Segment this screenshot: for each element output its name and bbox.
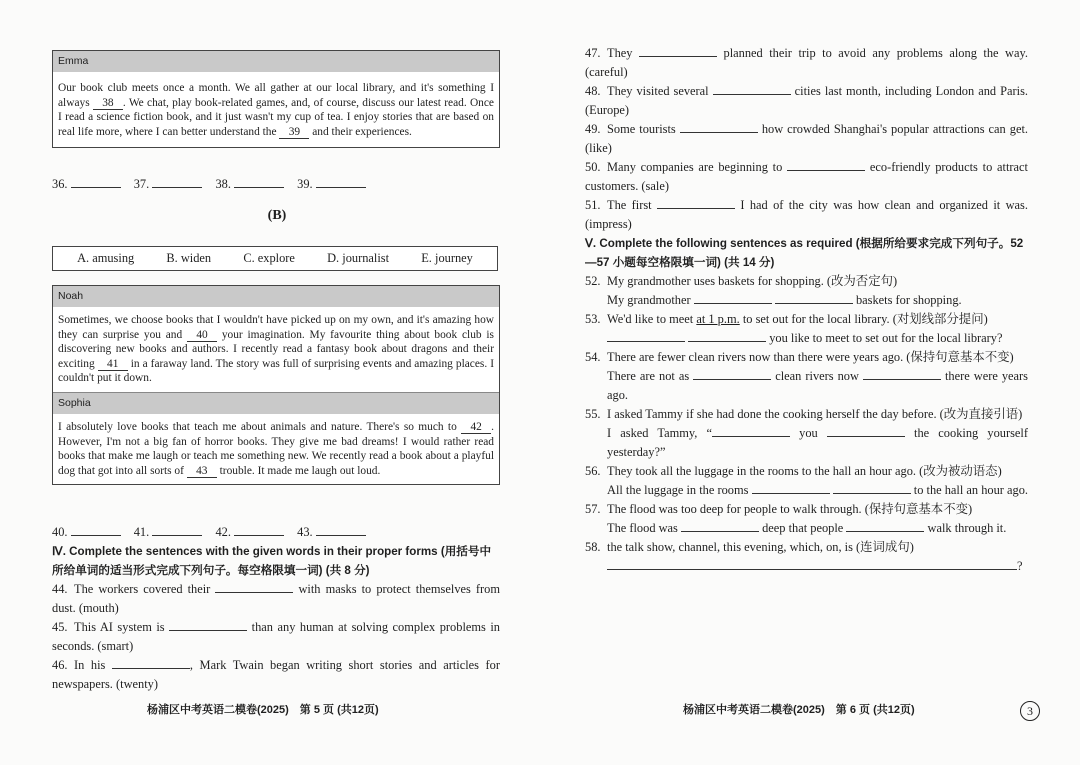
answer-58[interactable]	[607, 558, 1017, 570]
question-49: 49. Some tourists how crowded Shanghai's popular attractions can get. (like)	[585, 122, 1029, 155]
answer-53b[interactable]	[688, 330, 766, 342]
answer-52b[interactable]	[775, 292, 853, 304]
question-58: 58. the talk show, channel, this evening, which, on, is (连词成句)	[585, 540, 914, 554]
word-b: B. widen	[166, 251, 212, 265]
question-56: 56. They took all the luggage in the rooms to the hall an hour ago. (改为被动语态)	[585, 464, 1002, 478]
question-50: 50. Many companies are beginning to eco-friendly products to attract customers. (sale)	[585, 160, 1028, 193]
part-b-heading: (B)	[267, 208, 287, 223]
answer-57a[interactable]	[681, 520, 759, 532]
blank-42[interactable]: 42	[461, 421, 491, 434]
question-52: 52. My grandmother uses baskets for shopping. (改为否定句)	[585, 274, 898, 288]
right-page	[585, 0, 1030, 765]
answer-41[interactable]	[152, 524, 202, 536]
word-bank	[52, 246, 498, 271]
answer-57b[interactable]	[846, 520, 924, 532]
word-a: A. amusing	[77, 251, 135, 265]
answer-45[interactable]	[169, 619, 247, 631]
answer-40[interactable]	[71, 524, 121, 536]
answer-38[interactable]	[234, 176, 284, 188]
left-footer: 杨浦区中考英语二模卷(2025) 第 5 页 (共12页)	[147, 704, 379, 716]
emma-name: Emma	[53, 51, 499, 72]
left-page	[52, 0, 502, 765]
question-47: 47. They planned their trip to avoid any problems along the way. (careful)	[585, 46, 1028, 79]
blank-38[interactable]: 38	[93, 97, 123, 110]
word-c: C. explore	[243, 251, 295, 265]
question-57: 57. The flood was too deep for people to walk through. (保持句意基本不变)	[585, 502, 973, 516]
answer-47[interactable]	[639, 45, 717, 57]
sophia-name: Sophia	[53, 392, 499, 414]
answer-line-40-43: 40. 41. 42. 43.	[52, 524, 376, 540]
right-footer: 杨浦区中考英语二模卷(2025) 第 6 页 (共12页)	[683, 704, 915, 716]
answer-46[interactable]	[112, 657, 190, 669]
answer-49[interactable]	[680, 121, 758, 133]
right-questions: 47. They planned their trip to avoid any problems along the way. (careful) 48. They visited several cities last month, including London and Paris. (Europe) 49. Some tourists how crowded Shanghai's popular attractions can get. (like) 50. Many companies are beginning to eco-friendly products to attract customers. (sale) 51. The first I had of the city was how clean and organized it was. (impress) Ⅴ. Complete the following sentences as required (根据所给要求完成下列句子。52—57 小题每空格限填一词) (共 14 分) 52. My grandmother uses baskets for shopping. (改为否定句) My grandmother baskets for shopping. 53. We'd like to meet at 1 p.m. to set out for the local library. (对划线部分提问) you like to meet to set out for the local library? 54. There are fewer clean rivers now than there were years ago. (保持句意基本不变) There are not as clean rivers now there were years ago. 55. I asked Tammy if she had done the cooking herself the day before. (改为直接引语) I asked Tammy, “ you the cooking yourself yesterday?” 56. They took all the luggage in the rooms to the hall an hour ago. (改为被动语态) All the luggage in the rooms to the hall an hour ago. 57. The flood was too deep for people to walk through. (保持句意基本不变) The flood was deep that people walk through it. 58. the talk show, channel, this evening, which, on, is (连词成句) ?	[585, 46, 1029, 573]
answer-line-36-39: 36. 37. 38. 39.	[52, 176, 376, 192]
answer-56a[interactable]	[752, 482, 830, 494]
answer-37[interactable]	[152, 176, 202, 188]
question-55: 55. I asked Tammy if she had done the cooking herself the day before. (改为直接引语)	[585, 407, 1023, 421]
answer-48[interactable]	[713, 83, 791, 95]
answer-54b[interactable]	[863, 368, 941, 380]
answer-55b[interactable]	[827, 425, 905, 437]
blank-43[interactable]: 43	[187, 465, 217, 478]
answer-36[interactable]	[71, 176, 121, 188]
blank-41[interactable]: 41	[98, 358, 128, 371]
word-d: D. journalist	[327, 251, 390, 265]
page-number-circle: 3	[1020, 701, 1040, 721]
question-46: 46. In his , Mark Twain began writing short stories and articles for newspapers. (twenty)	[52, 658, 500, 691]
answer-54a[interactable]	[693, 368, 771, 380]
answer-44[interactable]	[215, 581, 293, 593]
blank-39[interactable]: 39	[279, 126, 309, 139]
question-48: 48. They visited several cities last month, including London and Paris. (Europe)	[585, 84, 1028, 117]
sophia-text: I absolutely love books that teach me about animals and nature. There's so much to 42 . However, I'm not a big fan of horror books. They give me bad dreams! I would rather read books that make me laugh or teach me something new. We recently read a book about a playful dog that got into all sorts of 43 trouble. It made me laugh out loud.	[58, 420, 494, 477]
answer-51[interactable]	[657, 197, 735, 209]
emma-box	[52, 50, 500, 148]
emma-text: Our book club meets once a month. We all gather at our local library, and it's something I always 38 . We chat, play book-related games, and, of course, discuss our latest read. Once I read a science fiction book, and it just wasn't my cup of tea. I enjoy stories that are based on real life more, where I can better understand the 39 and their experiences.	[58, 82, 494, 138]
question-45: 45. This AI system is than any human at solving complex problems in seconds. (smart)	[52, 620, 500, 653]
section-iv-heading: Ⅳ. Complete the sentences with the given words in their proper forms (用括号中所给单词的适当形式完成下列句子。每空格限填一词) (共 8 分)	[52, 545, 492, 577]
noah-sophia-box	[52, 285, 500, 485]
question-54: 54. There are fewer clean rivers now than there were years ago. (保持句意基本不变)	[585, 350, 1014, 364]
answer-53a[interactable]	[607, 330, 685, 342]
noah-text: Sometimes, we choose books that I wouldn't have picked up on my own, and it's amazing how they can surprise you and 40 your imagination. My favourite thing about book club is discovering new books and authors. I recently read a fantasy book about dragons and their exciting 41 in a faraway land. The story was full of surprising events and amazing places. I couldn't put it down.	[58, 314, 494, 385]
question-53: 53. We'd like to meet at 1 p.m. to set out for the local library. (对划线部分提问)	[585, 312, 988, 326]
question-51: 51. The first I had of the city was how clean and organized it was. (impress)	[585, 198, 1028, 231]
answer-55a[interactable]	[712, 425, 790, 437]
answer-56b[interactable]	[833, 482, 911, 494]
answer-42[interactable]	[234, 524, 284, 536]
questions-44-46	[52, 542, 500, 694]
word-e: E. journey	[421, 251, 473, 265]
question-44: 44. The workers covered their with masks to protect themselves from dust. (mouth)	[52, 582, 500, 615]
noah-name: Noah	[53, 286, 499, 307]
answer-39[interactable]	[316, 176, 366, 188]
answer-43[interactable]	[316, 524, 366, 536]
answer-50[interactable]	[787, 159, 865, 171]
answer-52a[interactable]	[694, 292, 772, 304]
blank-40[interactable]: 40	[187, 329, 217, 342]
section-v-heading: Ⅴ. Complete the following sentences as required (根据所给要求完成下列句子。52—57 小题每空格限填一词) (共 14 分)	[585, 237, 1024, 269]
